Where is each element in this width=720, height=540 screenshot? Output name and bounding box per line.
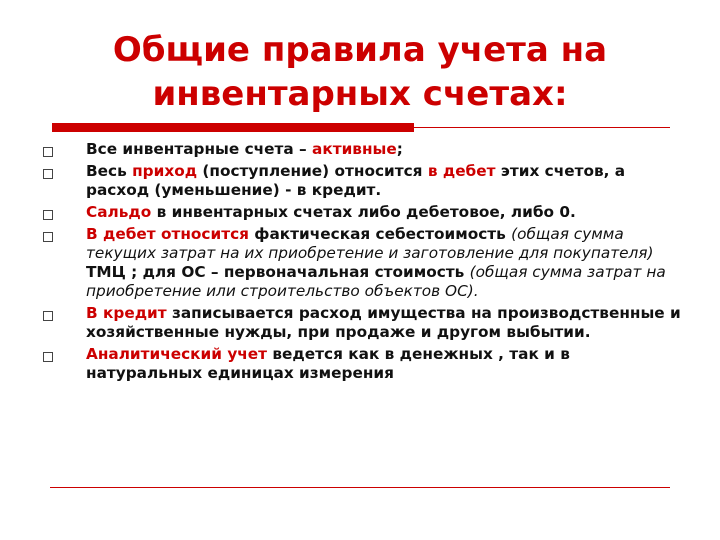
square-bullet-icon — [43, 147, 53, 157]
square-bullet-icon — [43, 311, 53, 321]
item-5-text: записывается расход имущества на производственные и хозяйственные нужды, при продаже и другом выбытии. — [86, 304, 681, 341]
list-item — [40, 140, 690, 159]
list-item — [40, 304, 690, 342]
square-bullet-icon — [43, 352, 53, 362]
item-2-highlight-debit: в дебет — [427, 162, 496, 180]
list-item — [40, 345, 690, 383]
item-5-highlight: В кредит — [86, 304, 167, 322]
item-1-end: ; — [396, 140, 403, 158]
item-4-highlight-debit: В дебет — [86, 225, 156, 243]
title-underline-thin — [414, 127, 670, 128]
item-1-text: Все инвентарные счета – — [86, 140, 313, 158]
item-1-highlight: активные — [312, 140, 397, 158]
item-6-highlight: Аналитический учет — [86, 345, 268, 363]
item-4-text-os: ТМЦ ; для ОС – первоначальная стоимость — [86, 263, 470, 281]
item-3-text: в инвентарных счетах либо дебетовое, либо 0. — [151, 203, 576, 221]
item-2-text: Весь — [86, 162, 133, 180]
square-bullet-icon — [43, 232, 53, 242]
bottom-divider — [50, 487, 670, 488]
title-underline-thick — [52, 123, 414, 132]
slide-title — [40, 28, 680, 116]
list-item — [40, 162, 690, 200]
item-2-highlight-income: приход — [132, 162, 198, 180]
item-6-text: ведется как в денежных , так и в натуральных единицах измерения — [86, 345, 570, 382]
item-4-italic-note-2: (общая сумма затрат на приобретение или строительство объектов ОС). — [86, 263, 666, 300]
slide-title-line-1: Общие правила учета на — [112, 30, 608, 70]
square-bullet-icon — [43, 210, 53, 220]
item-2-text-middle: (поступление) относится — [197, 162, 428, 180]
item-4-text: фактическая себестоимость — [248, 225, 512, 243]
slide-title-line-2: инвентарных счетах: — [152, 74, 568, 114]
item-4-italic-note: (общая сумма текущих затрат на их приобретение и заготовление для покупателя) — [86, 225, 654, 262]
item-3-highlight: Сальдо — [86, 203, 152, 221]
rules-list — [40, 140, 690, 386]
list-item — [40, 203, 690, 222]
item-4-highlight-relates: относится — [155, 225, 249, 243]
list-item — [40, 225, 690, 301]
item-2-text-end: этих счетов, а расход (уменьшение) - в кредит. — [86, 162, 626, 199]
square-bullet-icon — [43, 169, 53, 179]
